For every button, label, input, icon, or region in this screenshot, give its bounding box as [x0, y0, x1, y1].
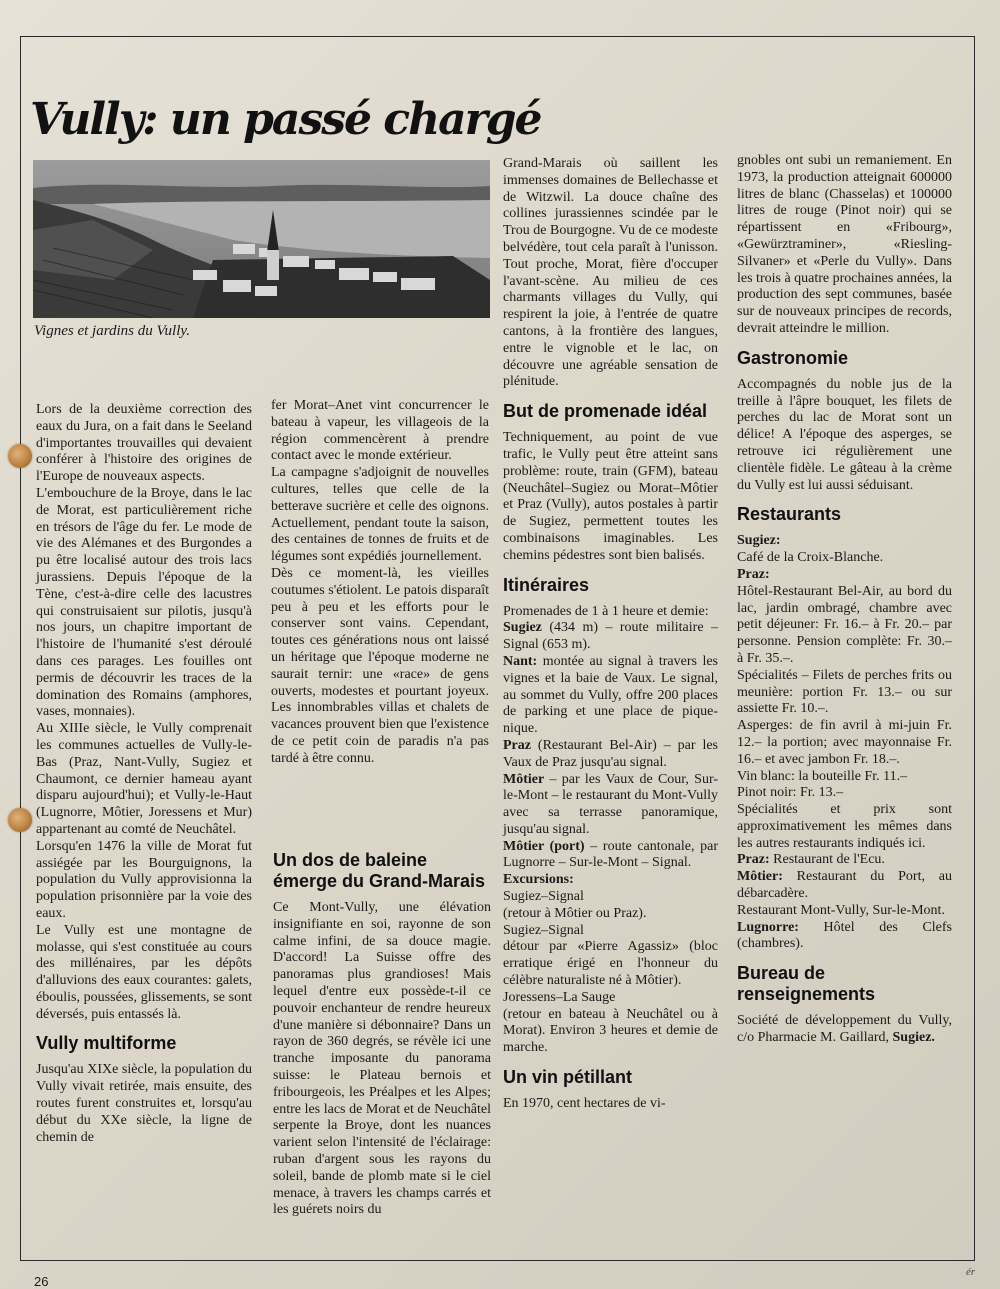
itinerary-sugiez: Sugiez (434 m) – route militaire – Signal (653 m).: [503, 620, 718, 653]
itinerary-motier-port: Môtier (port) – route cantonale, par Lugnorre – Sur-le-Mont – Signal.: [503, 838, 718, 871]
vineyard-photo: [33, 160, 490, 318]
paragraph: Lorsqu'en 1476 la ville de Morat fut assiégée par les Bourguignons, la population du Vully approvisionna la population prisonnière par la voie des eaux.: [36, 838, 252, 921]
column-2: [271, 398, 489, 768]
paragraph: L'embouchure de la Broye, dans le lac de Morat, est particulièrement riche en trésors de l'âge du fer. Le mode de vie des Alémanes et des Burgondes a pu être localisé autour des trois lacs jurassiens. Depuis l'époque de la Tène, c'est-à-dire celle des lacustres qui construisaient sur pilotis, jusqu'à nos jours, un chapitre important de l'histoire de l'humanité s'est déroulé dans ces parages. Les fouilles ont permis de découvrir les traces de la domination des Romains (amphores, vases, monnaies).: [36, 485, 252, 720]
heading-but-de-promenade: But de promenade idéal: [503, 401, 708, 422]
excursion-item: Sugiez–Signal: [503, 922, 584, 938]
paragraph: Jusqu'au XIXe siècle, la population du Vully vivait retirée, mais ensuite, des routes furent construites et, lorsqu'au début du XXe siècle, la ligne de chemin de: [36, 1062, 252, 1145]
corner-mark: ér: [966, 1266, 976, 1278]
itinerary-motier: Môtier – par les Vaux de Cour, Sur-le-Mont – le restaurant du Mont-Vully avec sa terrasse panoramique, jusqu'au signal.: [503, 771, 718, 837]
photo-caption: Vignes et jardins du Vully.: [34, 323, 190, 339]
paragraph: Le Vully est une montagne de molasse, qui s'est constituée au cours des millénaires, par les dépôts d'alluvions des eaux courantes: galets, éboulis, poussées, glissements, se sont déversés, puis entassés là.: [36, 922, 252, 1022]
restaurant-entry: Môtier: Restaurant du Port, au débarcadère.: [737, 869, 952, 902]
column-1: [36, 402, 252, 1146]
restaurant-entry: Hôtel-Restaurant Bel-Air, au bord du lac, jardin ombragé, chambre avec petit déjeuner: Fr. 16.– à Fr. 20.– par personne. Pension complète: Fr. 30.– à Fr. 35.–.: [737, 583, 952, 666]
page-number: 26: [34, 1274, 49, 1289]
paragraph: Dès ce moment-là, les vieilles coutumes s'étiolent. Le patois disparaît peu à peu et les efforts pour le conserver sont vains. Cependant, toutes ces générations nous ont laissé un héritage que l'époque moderne ne saurait ternir: une «race» de gens ouverts, modestes et pourtant joyeux. Les innombrables villas et chalets de vacances prouvent bien que l'existence de ce petit coin de paradis n'a pas tardé à être connu.: [271, 565, 489, 766]
column-2-lower: [273, 850, 491, 1219]
heading-gastronomie: Gastronomie: [737, 347, 849, 368]
paragraph: Promenades de 1 à 1 heure et demie:: [503, 603, 709, 619]
restaurant-entry: Pinot noir: Fr. 13.–: [737, 785, 844, 801]
restaurant-entry: Restaurant Mont-Vully, Sur-le-Mont.: [737, 902, 945, 918]
column-3: [503, 156, 718, 1113]
restaurant-entry: Praz: Restaurant de l'Ecu.: [737, 852, 885, 868]
excursion-item: (retour à Môtier ou Praz).: [503, 905, 647, 921]
paragraph: gnobles ont subi un remaniement. En 1973, la production atteignait 600000 litres de blanc (Chasselas) et 100000 litres de rouge (Pinot noir) qui se répartissent en «Fribourg», «Gewürztraminer», «Riesling-Silvaner» et «Perle du Vully». Dans les trois à quatre prochaines années, la production des sept communes, basée sur de nouveaux principes de records, devrait atteindre le million.: [737, 153, 952, 336]
paragraph: Grand-Marais où saillent les immenses domaines de Bellechasse et de Witzwil. La douce chaîne des collines jurassiennes scindée par le Trou de Bourgogne. Vu de ce modeste belvédère, tout cela paraît à l'unisson. Tout proche, Morat, fière d'occuper l'avant-scène. Au milieu de ces charmants villages du Vully, qui respirent la joie, à l'entrée de quatre cantons, à la frontière des langues, entre le vignoble et le lac, on découvre une agréable sensation de plénitude.: [503, 156, 718, 390]
paragraph: La campagne s'adjoignit de nouvelles cultures, telles que celle de la betterave sucrière et celle des oignons. Actuellement, pendant toute la saison, des centaines de tonnes de fruits et de légumes sont expédiés journellement.: [271, 465, 489, 565]
paragraph: Lors de la deuxième correction des eaux du Jura, on a fait dans le Seeland d'importantes trouvailles qui devaient conférer à l'histoire des origines de l'Europe de nouveaux aspects.: [36, 402, 252, 485]
restaurant-entry: Café de la Croix-Blanche.: [737, 550, 884, 566]
heading-restaurants: Restaurants: [737, 504, 842, 525]
excursion-item: Sugiez–Signal: [503, 889, 584, 905]
paragraph: fer Morat–Anet vint concurrencer le bateau à vapeur, les villageois de la région commencèrent à prendre contact avec le monde extérieur.: [271, 398, 489, 464]
paragraph: Société de développement du Vully, c/o Pharmacie M. Gaillard, Sugiez.: [737, 1013, 952, 1046]
restaurant-entry: Vin blanc: la bouteille Fr. 11.–: [737, 768, 908, 784]
itinerary-praz: Praz (Restaurant Bel-Air) – par les Vaux de Praz jusqu'au signal.: [503, 737, 718, 770]
itinerary-nant: Nant: montée au signal à travers les vignes et la baie de Vaux. Le signal, au sommet du Vully, offre 200 places de parking et une place de pique-nique.: [503, 653, 718, 737]
binder-hole: [8, 808, 32, 832]
heading-vully-multiforme: Vully multiforme: [36, 1033, 177, 1054]
paragraph: Techniquement, au point de vue trafic, le Vully peut être atteint sans problème: route, train (GFM), bateau (Neuchâtel–Sugiez ou Morat–Môtier et Praz (Vully), autos postales à partir de Sugiez, permettent toutes les combinaisons imaginables. Les chemins pédestres sont bien balisés.: [503, 430, 718, 563]
heading-dos-de-baleine: Un dos de baleine émerge du Grand-Marais: [273, 850, 486, 891]
paragraph: Accompagnés du noble jus de la treille à l'âpre bouquet, les filets de perches du lac de Morat sont un délice! A l'époque des asperges, se retrouve ici régulièrement une clientèle fidèle. Le gâteau à la crème du Vully est lui aussi séduisant.: [737, 376, 952, 493]
restaurant-entry: Spécialités – Filets de perches frits ou meunière: portion Fr. 13.– ou sur assiette Fr. 10.–.: [737, 667, 952, 717]
excursion-item: Joressens–La Sauge: [503, 989, 616, 1005]
restaurant-entry: Lugnorre: Hôtel des Clefs (chambres).: [737, 919, 952, 952]
heading-itineraires: Itinéraires: [503, 574, 590, 595]
excursion-item: (retour en bateau à Neuchâtel ou à Morat). Environ 3 heures et demie de marche.: [503, 1006, 718, 1056]
column-4: [737, 153, 952, 1047]
excursion-item: détour par «Pierre Agassiz» (bloc erratique érigé en l'honneur du célèbre naturaliste né à Môtier).: [503, 939, 718, 989]
restaurant-location: Sugiez:: [737, 533, 781, 549]
restaurant-location: Praz:: [737, 566, 770, 582]
paragraph: En 1970, cent hectares de vi-: [503, 1096, 666, 1112]
binder-hole: [8, 444, 32, 468]
article-title: Vully: un passé chargé: [30, 94, 541, 145]
restaurant-entry: Spécialités et prix sont approximativement les mêmes dans les autres restaurants indiqués ici.: [737, 802, 952, 851]
excursions-label: Excursions:: [503, 872, 574, 888]
heading-bureau: Bureau de renseignements: [737, 963, 876, 1005]
paragraph: Au XIIIe siècle, le Vully comprenait les communes actuelles de Vully-le-Bas (Praz, Nant-Vully, Sugiez et Chaumont, ce dernier hameau ayant disparu aujourd'hui); et Vully-le-Haut (Lugnorre, Môtier, Joressens et Mur) appartenant au comté de Neuchâtel.: [36, 721, 252, 837]
restaurant-entry: Asperges: de fin avril à mi-juin Fr. 12.– la portion; avec mayonnaise Fr. 16.– et avec jambon Fr. 18.–.: [737, 718, 952, 767]
heading-vin-petillant: Un vin pétillant: [503, 1067, 633, 1088]
paragraph: Ce Mont-Vully, une élévation insignifiante en soi, rayonne de son calme infini, de sa douce magie. D'accord! La Suisse offre des panoramas plus grandioses! Mais lequel d'entre eux possède-t-il ce pouvoir enchanteur de rendre heureux d'une manière si débonnaire? Dans un rayon de 360 degrés, se révèle ici une tranche imposante du panorama suisse: le Plateau bernois et fribourgeois, les Préalpes et les Alpes; entre les lacs de Morat et de Neuchâtel serpente la Broye, dont les nuances varient selon l'intensité de l'éclairage: ruban d'argent sous les rayons du soleil, bande de plomb mate si le ciel menace, à travers les champs carrés et les guérets noirs du: [273, 900, 491, 1218]
